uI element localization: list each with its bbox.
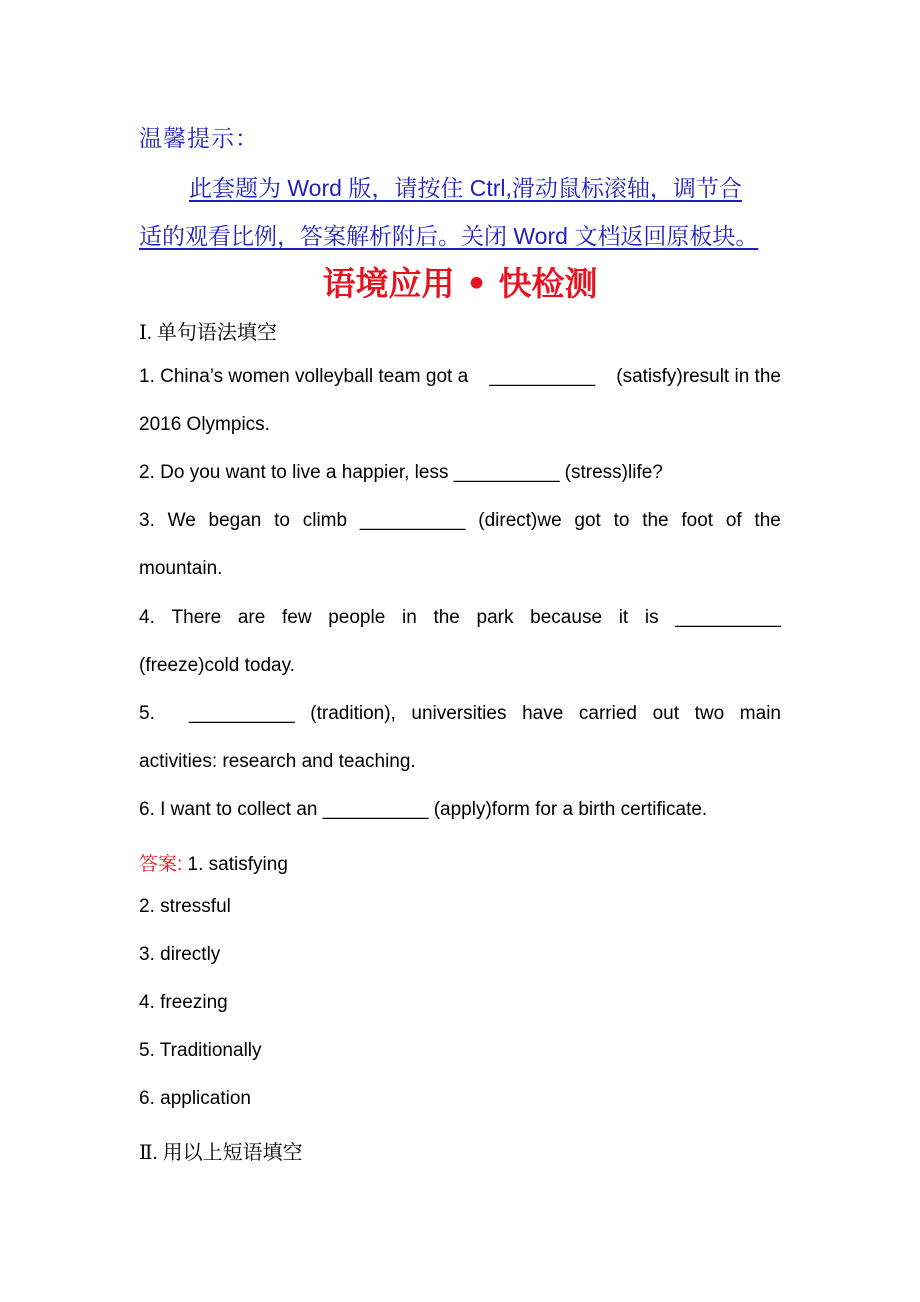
tip-title: 温馨提示： <box>139 125 259 151</box>
section-1-title: Ⅰ. 单句语法填空 <box>139 322 277 344</box>
q1-text-end: (satisfy)result in the <box>616 366 781 387</box>
q4-word: 4. <box>139 607 155 628</box>
q3-word: 3. <box>139 510 155 531</box>
question-4-line-2: (freeze)cold today. <box>139 655 295 676</box>
answer-2: 2. stressful <box>139 896 231 917</box>
q1-text-start: 1. China’s women volleyball team got a <box>139 366 469 387</box>
q4-blank: __________ <box>675 607 781 628</box>
q5-word: main <box>739 703 781 724</box>
tip-line-2[interactable]: 适的观看比例，答案解析附后。关闭 Word 文档返回原板块。 <box>139 223 759 249</box>
q3-word: got <box>574 510 601 531</box>
q5-word: universities <box>411 703 507 724</box>
q3-word: to <box>613 510 630 531</box>
q3-word: foot <box>681 510 714 531</box>
q4-word: it <box>618 607 629 628</box>
q4-word: people <box>328 607 386 628</box>
q4-word: There <box>171 607 222 628</box>
q4-word: in <box>401 607 417 628</box>
q3-word: the <box>754 510 781 531</box>
answer-label: 答案: <box>139 854 183 875</box>
q3-word: (direct)we <box>478 510 562 531</box>
question-1-line-1 <box>139 366 781 388</box>
q4-word: the <box>433 607 460 628</box>
q5-blank: __________ <box>189 703 295 724</box>
q3-word: the <box>642 510 669 531</box>
q1-blank: __________ <box>489 366 596 387</box>
q4-word: is <box>644 607 659 628</box>
question-3-line-2: mountain. <box>139 558 223 579</box>
q4-word: because <box>530 607 603 628</box>
q5-number: 5. <box>139 703 155 724</box>
answer-4: 4. freezing <box>139 992 228 1013</box>
q3-word: of <box>725 510 742 531</box>
question-4-line-1 <box>139 607 781 629</box>
q3-blank: __________ <box>359 510 466 531</box>
question-1-line-2: 2016 Olympics. <box>139 414 270 435</box>
q5-word: (tradition), <box>310 703 396 724</box>
answer-6: 6. application <box>139 1088 251 1109</box>
section-2-title: Ⅱ. 用以上短语填空 <box>139 1142 303 1164</box>
q3-word: began <box>208 510 262 531</box>
q5-word: out <box>652 703 679 724</box>
question-3-line-1 <box>139 510 781 532</box>
q3-word: climb <box>302 510 348 531</box>
q3-word: We <box>167 510 196 531</box>
q5-word: have <box>522 703 564 724</box>
answer-1: 1. satisfying <box>182 854 288 875</box>
answer-1-line <box>139 849 288 876</box>
question-5-line-2: activities: research and teaching. <box>139 751 416 772</box>
q3-word: to <box>274 510 290 531</box>
q4-word: are <box>237 607 266 628</box>
q4-word: few <box>281 607 312 628</box>
answer-3: 3. directly <box>139 944 221 965</box>
answer-5: 5. Traditionally <box>139 1040 262 1061</box>
q5-word: two <box>694 703 725 724</box>
q5-word: carried <box>578 703 637 724</box>
q5-words <box>189 703 781 725</box>
question-6: 6. I want to collect an __________ (apply)form for a birth certificate. <box>139 799 708 820</box>
page-heading: 语境应用 • 快检测 <box>322 264 598 303</box>
question-2: 2. Do you want to live a happier, less __________ (stress)life? <box>139 462 663 483</box>
q4-word: park <box>476 607 514 628</box>
tip-line-1[interactable]: 此套题为 Word 版，请按住 Ctrl,滑动鼠标滚轴，调节合 <box>189 175 742 201</box>
